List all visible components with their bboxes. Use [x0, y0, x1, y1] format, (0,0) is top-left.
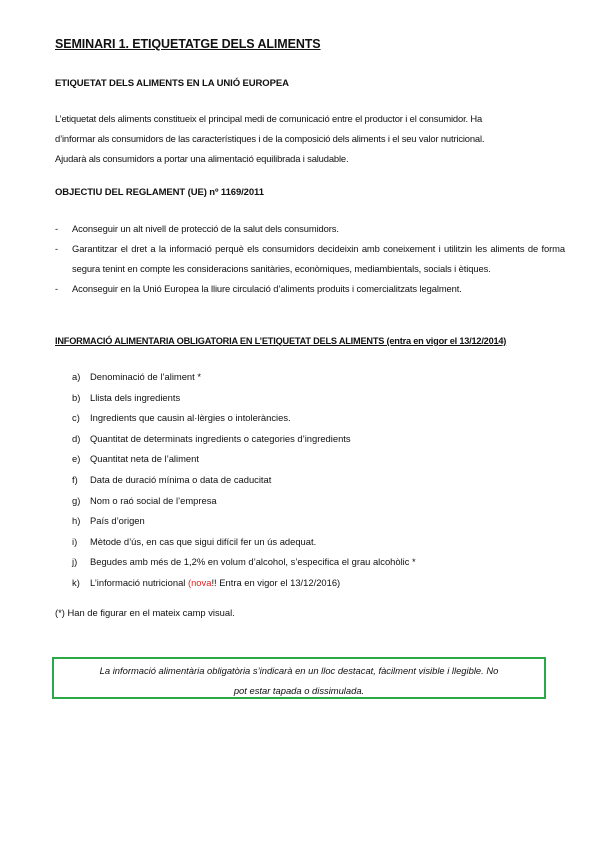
item-letter: k)	[72, 576, 80, 588]
list-item	[72, 449, 416, 470]
section-title: ETIQUETAT DELS ALIMENTS EN LA UNIÓ EUROPEA	[55, 78, 289, 89]
intro-line: d’informar als consumidors de las característiques i de la composició dels aliments i el seu valor nutricional.	[55, 133, 485, 144]
list-item	[72, 388, 416, 409]
item-letter: a)	[72, 371, 81, 382]
note-box	[52, 657, 546, 699]
item-letter: c)	[72, 412, 80, 424]
item-letter: f)	[72, 473, 78, 485]
list-item	[72, 470, 416, 491]
mandatory-info-list	[72, 367, 416, 594]
item-text: Llista dels ingredients	[90, 391, 181, 403]
item-letter: i)	[72, 535, 78, 547]
list-item	[55, 219, 565, 239]
bullet-dash: -	[55, 243, 59, 254]
item-text: Nom o raó social de l’empresa	[90, 494, 217, 506]
list-item	[72, 408, 416, 429]
list-item	[72, 491, 416, 512]
footnote: (*) Han de figurar en el mateix camp visual.	[55, 607, 235, 618]
item-letter: g)	[72, 494, 81, 506]
item-text: Ingredients que causin al·lèrgies o intoleràncies.	[90, 412, 291, 424]
list-item	[55, 239, 565, 279]
objective-text: Aconseguir un alt nivell de protecció de la salut dels consumidors.	[72, 223, 339, 234]
objective-text: Garantitzar el dret a la informació perquè els consumidors decideixin amb coneixement i utilitzin les aliments de forma segura tenint en compte les consideracions sanitàries, econòmiques, mediambientals, socials i ètiques.	[72, 243, 565, 274]
objectives-list	[55, 219, 565, 299]
item-text: Quantitat de determinats ingredients o categories d’ingredients	[90, 432, 351, 444]
note-line: pot estar tapada o dissimulada.	[233, 685, 365, 696]
item-text: Data de duració mínima o data de caducitat	[90, 473, 272, 485]
page-title: SEMINARI 1. ETIQUETATGE DELS ALIMENTS	[55, 37, 321, 51]
list-item	[72, 552, 416, 573]
mandatory-info-title: INFORMACIÓ ALIMENTARIA OBLIGATORIA EN L’ETIQUETAT DELS ALIMENTS (entra en vigor el 13/12/2014)	[55, 336, 507, 346]
item-letter: b)	[72, 391, 81, 403]
list-item	[72, 367, 416, 388]
note-line: La informació alimentària obligatòria s’indicarà en un lloc destacat, fàcilment visible i llegible. No	[99, 665, 499, 676]
item-text: Denominació de l’aliment *	[90, 371, 201, 382]
item-text: Mètode d’ús, en cas que sigui difícil fer un ús adequat.	[90, 535, 317, 547]
item-letter: d)	[72, 432, 81, 444]
item-text: L’informació nutricional	[90, 576, 188, 588]
list-item	[72, 532, 416, 553]
new-highlight: nova	[191, 576, 212, 588]
bullet-dash: -	[55, 223, 59, 234]
list-item	[55, 279, 565, 299]
intro-line: Ajudarà als consumidors a portar una alimentació equilibrada i saludable.	[55, 153, 349, 164]
objective-title: OBJECTIU DEL REGLAMENT (UE) nº 1169/2011	[55, 187, 264, 198]
list-item	[72, 573, 416, 594]
item-text-after: !! Entra en vigor el 13/12/2016)	[211, 576, 341, 588]
item-letter: h)	[72, 515, 81, 527]
highlight-paren: (	[187, 576, 192, 588]
item-text: Begudes amb més de 1,2% en volum d’alcohol, s’especifica el grau alcohòlic *	[90, 556, 416, 568]
item-letter: e)	[72, 453, 81, 465]
intro-paragraph	[55, 109, 565, 169]
item-letter: j)	[72, 556, 78, 568]
item-text: País d’origen	[90, 515, 145, 527]
bullet-dash: -	[55, 283, 59, 294]
intro-line: L’etiquetat dels aliments constitueix el principal medi de comunicació entre el productor i el consumidor. Ha	[55, 113, 483, 124]
list-item	[72, 511, 416, 532]
list-item	[72, 429, 416, 450]
item-text: Quantitat neta de l’aliment	[90, 453, 199, 465]
objective-text: Aconseguir en la Unió Europea la lliure circulació d’aliments produits i comercialitzats legalment.	[72, 283, 462, 294]
